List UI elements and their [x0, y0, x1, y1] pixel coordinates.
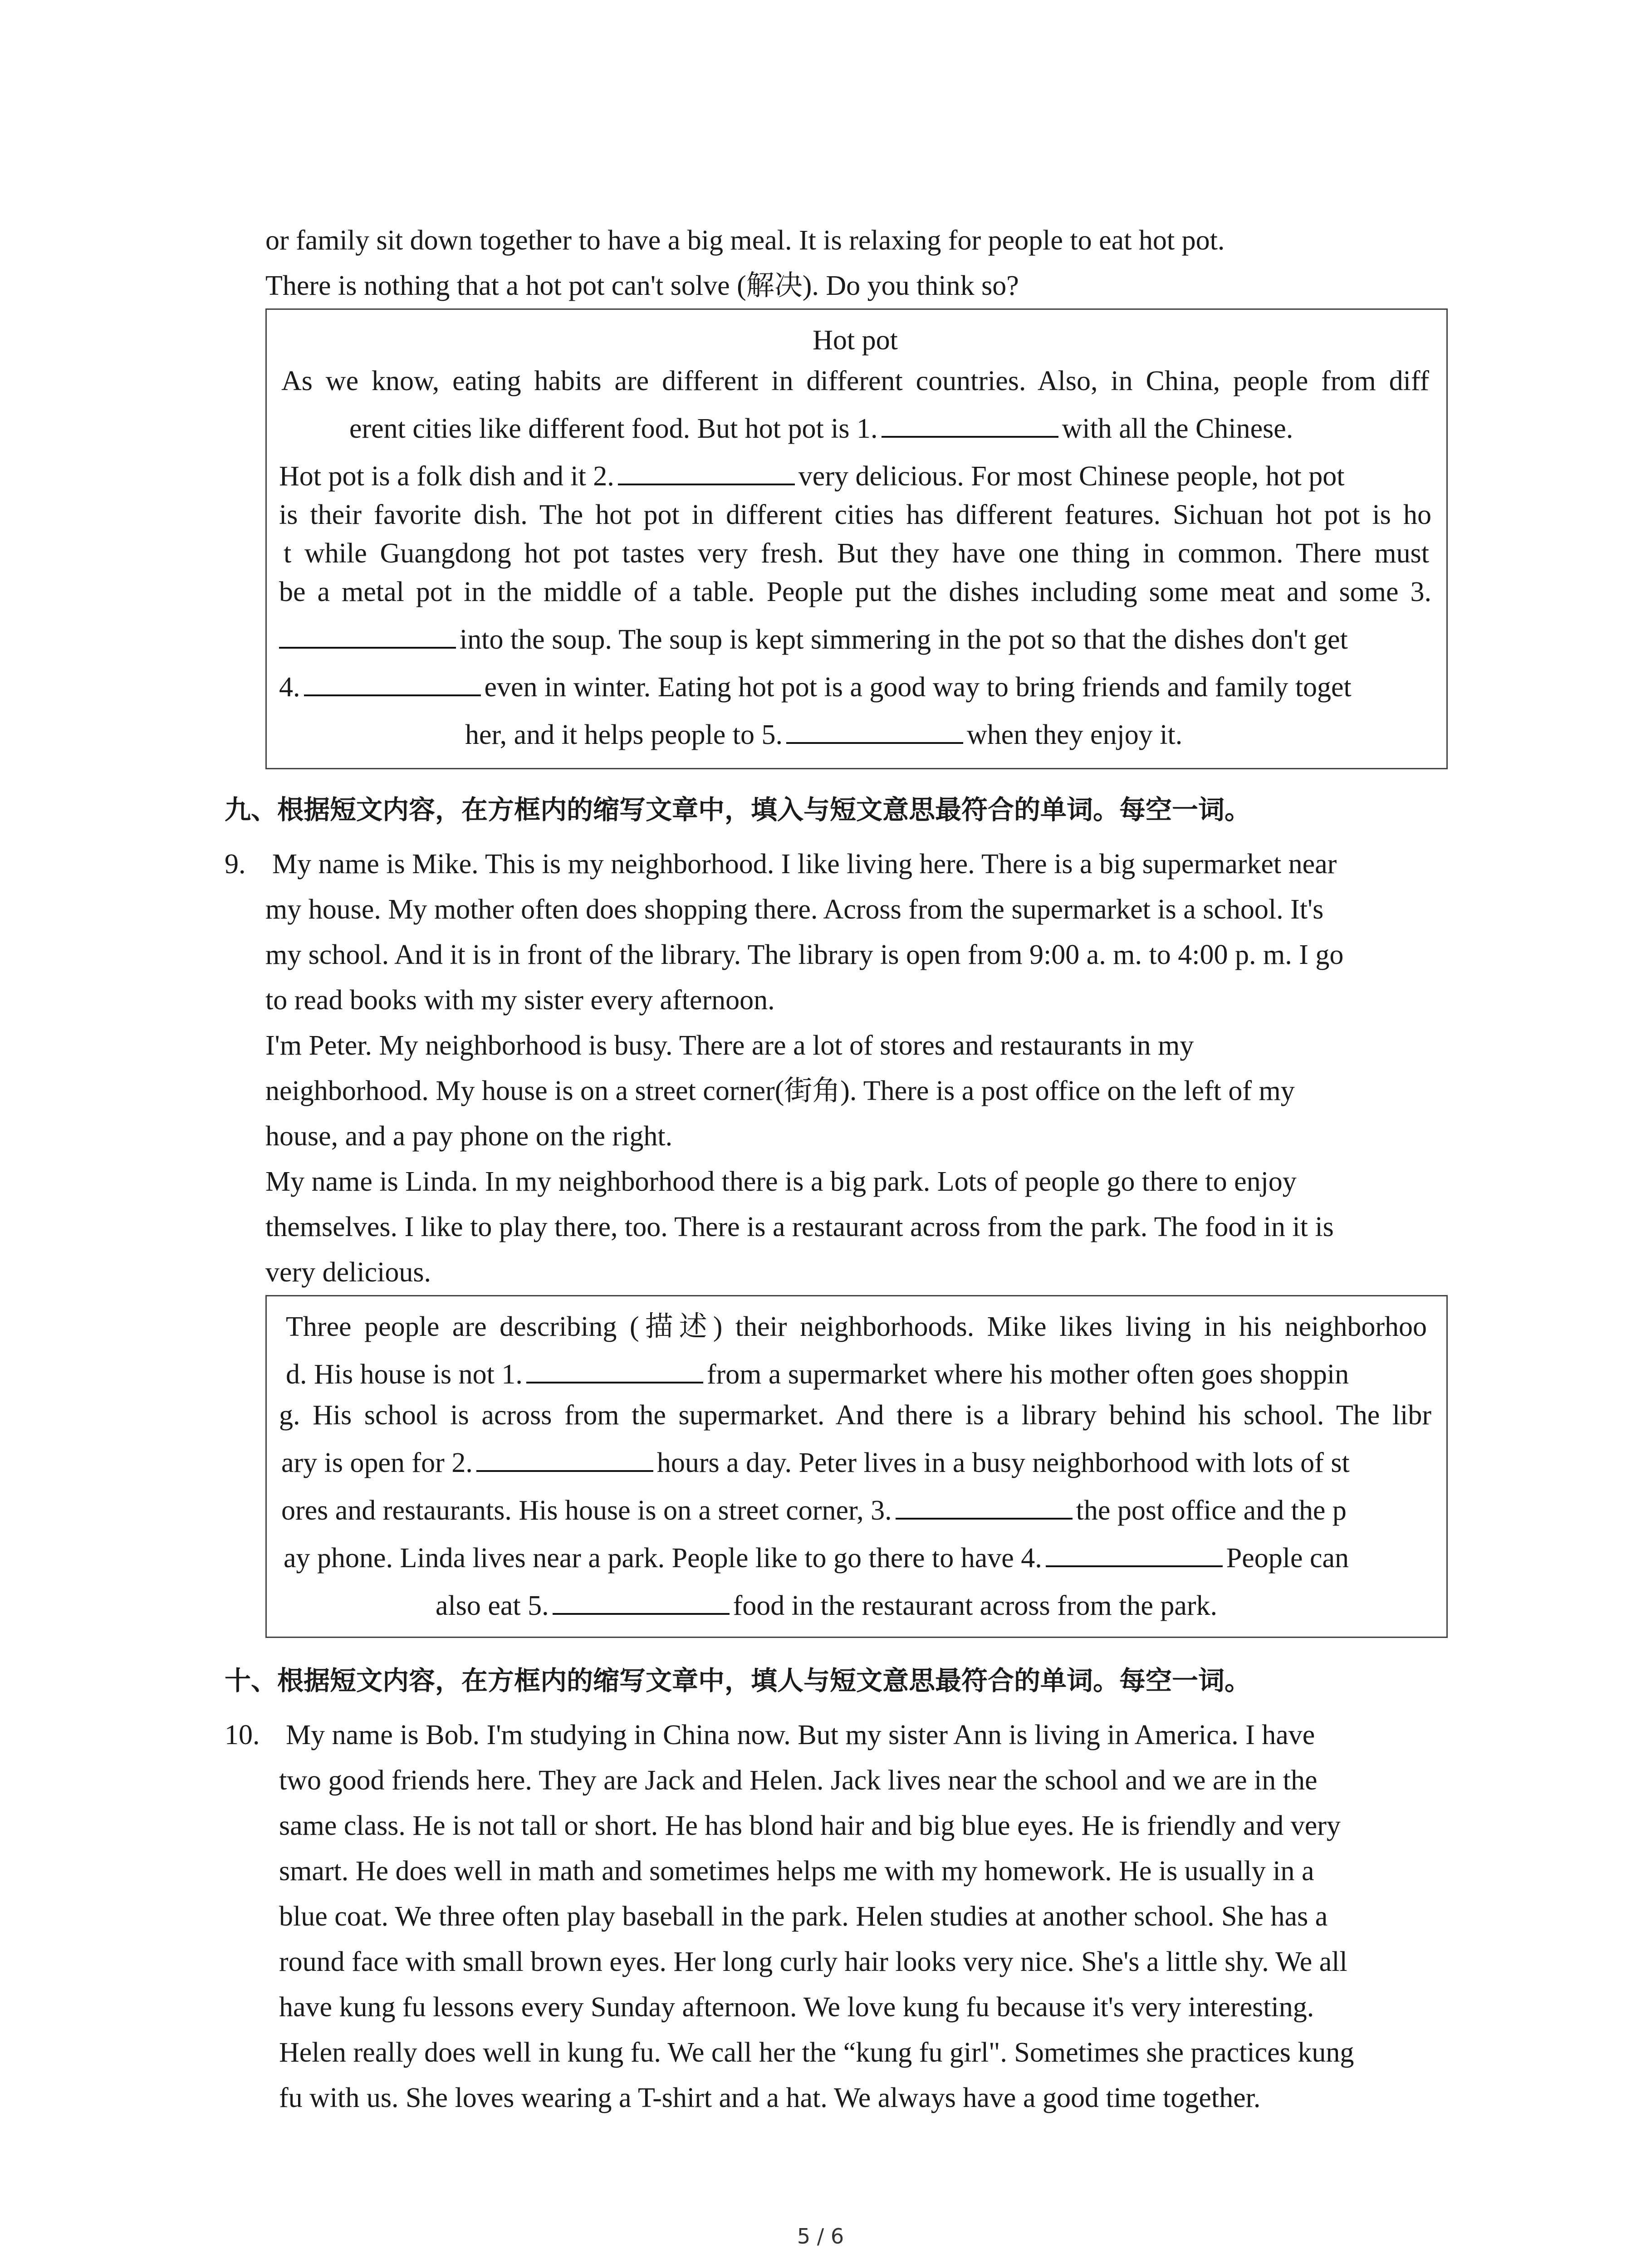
summary-line: her, and it helps people to 5. when they enjoy it. [465, 712, 1182, 758]
answer-blank-2[interactable] [618, 455, 795, 485]
summary-line: ary is open for 2. hours a day. Peter lives in a busy neighborhood with lots of st [281, 1440, 1350, 1486]
passage-line: my school. And it is in front of the library. The library is open from 9:00 a. m. to 4:00 p. m. I go [265, 939, 1344, 970]
passage-line: house, and a pay phone on the right. [265, 1121, 673, 1152]
passage-line: my house. My mother often does shopping there. Across from the supermarket is a school. It's [265, 894, 1324, 925]
passage-line: same class. He is not tall or short. He has blond hair and big blue eyes. He is friendly and very [279, 1810, 1341, 1841]
summary-line: is their favorite dish. The hot pot in different cities has different features. Sichuan hot pot is ho [279, 499, 1431, 530]
summary-line: g. His school is across from the supermarket. And there is a library behind his school. The libr [279, 1400, 1431, 1431]
passage-line: fu with us. She loves wearing a T-shirt and a hat. We always have a good time together. [279, 2082, 1261, 2113]
summary-line: be a metal pot in the middle of a table. People put the dishes including some meat and some 3. [279, 577, 1431, 607]
answer-blank-3[interactable] [279, 619, 456, 649]
summary-line: into the soup. The soup is kept simmering in the pot so that the dishes don't get [279, 617, 1348, 662]
passage-line: Helen really does well in kung fu. We call her the “kung fu girl". Sometimes she practices kung [279, 2037, 1354, 2068]
passage-line: My name is Bob. I'm studying in China now. But my sister Ann is living in America. I have [286, 1720, 1315, 1750]
answer-blank-5[interactable] [553, 1585, 730, 1615]
summary-line: erent cities like different food. But hot pot is 1. with all the Chinese. [349, 406, 1293, 451]
summary-line: ay phone. Linda lives near a park. People like to go there to have 4. People can [284, 1535, 1349, 1581]
answer-blank-1[interactable] [882, 408, 1058, 438]
passage-line: There is nothing that a hot pot can't solve (解决). Do you think so? [265, 270, 1019, 301]
answer-blank-4[interactable] [304, 666, 481, 696]
passage-line: round face with small brown eyes. Her long curly hair looks very nice. She's a little shy. We all [279, 1946, 1347, 1977]
summary-title: Hot pot [813, 325, 898, 356]
section-heading-10: 十、根据短文内容，在方框内的缩写文章中，填人与短文意思最符合的单词。每空一词。 [225, 1665, 1251, 1696]
passage-line: blue coat. We three often play baseball in the park. Helen studies at another school. She has a [279, 1901, 1328, 1932]
summary-line: t while Guangdong hot pot tastes very fresh. But they have one thing in common. There must [284, 538, 1429, 569]
passage-line: I'm Peter. My neighborhood is busy. There are a lot of stores and restaurants in my [265, 1030, 1194, 1061]
answer-blank-5[interactable] [786, 714, 963, 744]
passage-line: neighborhood. My house is on a street corner(街角). There is a post office on the left of my [265, 1075, 1295, 1106]
passage-line: or family sit down together to have a big meal. It is relaxing for people to eat hot pot. [265, 225, 1225, 256]
answer-blank-4[interactable] [1046, 1537, 1223, 1567]
summary-line: As we know, eating habits are different in different countries. Also, in China, people from diff [281, 366, 1429, 396]
section-heading-9: 九、根据短文内容，在方框内的缩写文章中，填入与短文意思最符合的单词。每空一词。 [225, 794, 1251, 825]
question-number-10: 10. [225, 1720, 260, 1750]
answer-blank-1[interactable] [526, 1354, 703, 1383]
passage-line: themselves. I like to play there, too. There is a restaurant across from the park. The food in it is [265, 1212, 1334, 1242]
summary-line: ores and restaurants. His house is on a street corner, 3. the post office and the p [281, 1488, 1347, 1533]
summary-line: Three people are describing (描述) their neighborhoods. Mike likes living in his neighborhoo [286, 1311, 1427, 1342]
summary-line: d. His house is not 1. from a supermarket where his mother often goes shoppin [286, 1352, 1349, 1397]
passage-line: My name is Mike. This is my neighborhood. I like living here. There is a big supermarket near [272, 849, 1337, 880]
page-number: 5 / 6 [797, 2224, 844, 2248]
passage-line: have kung fu lessons every Sunday afternoon. We love kung fu because it's very interesting. [279, 1992, 1314, 2023]
passage-line: My name is Linda. In my neighborhood there is a big park. Lots of people go there to enjoy [265, 1166, 1297, 1197]
answer-blank-2[interactable] [476, 1442, 653, 1472]
question-number-9: 9. [225, 849, 246, 880]
passage-line: two good friends here. They are Jack and Helen. Jack lives near the school and we are in the [279, 1765, 1318, 1796]
answer-blank-3[interactable] [896, 1490, 1073, 1520]
summary-line: 4. even in winter. Eating hot pot is a good way to bring friends and family toget [279, 665, 1352, 710]
summary-line: also eat 5. food in the restaurant across from the park. [436, 1583, 1217, 1628]
summary-line: Hot pot is a folk dish and it 2. very delicious. For most Chinese people, hot pot [279, 454, 1344, 499]
passage-line: smart. He does well in math and sometimes helps me with my homework. He is usually in a [279, 1856, 1314, 1887]
passage-line: very delicious. [265, 1257, 431, 1288]
passage-line: to read books with my sister every afternoon. [265, 985, 775, 1016]
